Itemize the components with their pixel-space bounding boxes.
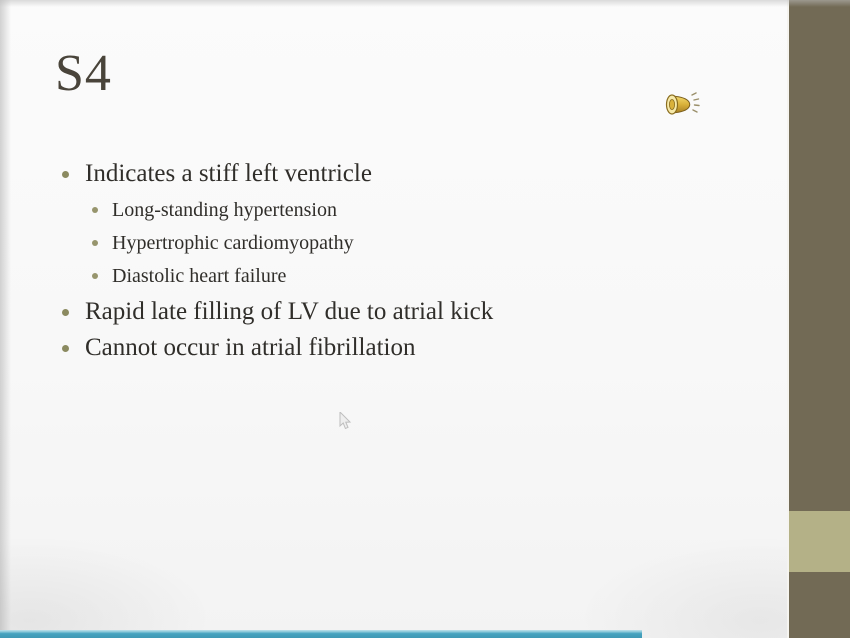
sub-bullet-item — [92, 231, 682, 255]
bullet-item — [62, 333, 682, 363]
sub-bullet-text: Hypertrophic cardiomyopathy — [112, 232, 354, 254]
bullet-dot-icon — [62, 345, 69, 352]
frame-top-edge — [0, 0, 850, 7]
sidebar-dark-band-top — [789, 0, 850, 511]
mouse-cursor-icon — [339, 412, 352, 431]
sub-bullet-item — [92, 198, 682, 222]
sub-bullet-item — [92, 264, 682, 288]
video-progress-fill — [0, 630, 642, 638]
bullet-dot-icon — [92, 273, 98, 279]
bullet-text: Cannot occur in atrial fibrillation — [85, 334, 416, 361]
sidebar-light-band — [789, 511, 850, 572]
sidebar-dark-band-bottom — [789, 572, 850, 638]
speaker-icon[interactable] — [661, 87, 701, 123]
frame-left-edge — [0, 0, 11, 638]
bullet-text: Rapid late filling of LV due to atrial kick — [85, 298, 494, 325]
slide-title: S4 — [55, 45, 112, 102]
bullet-item — [62, 159, 682, 189]
bullet-list — [62, 153, 682, 369]
bullet-dot-icon — [62, 309, 69, 316]
bullet-dot-icon — [92, 240, 98, 246]
video-progress-bar[interactable] — [0, 630, 850, 638]
bullet-dot-icon — [62, 171, 69, 178]
bullet-dot-icon — [92, 207, 98, 213]
right-accent-sidebar — [787, 0, 850, 638]
bullet-text: Indicates a stiff left ventricle — [85, 160, 372, 187]
bullet-item — [62, 297, 682, 327]
sub-bullet-text: Diastolic heart failure — [112, 265, 287, 287]
sub-bullet-text: Long-standing hypertension — [112, 199, 337, 221]
